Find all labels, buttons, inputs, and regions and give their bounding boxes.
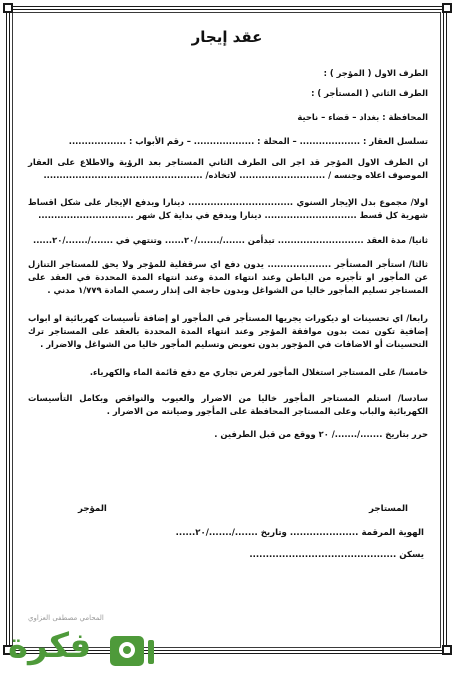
document-title: عقد إيجار	[191, 28, 263, 46]
contract-body	[26, 20, 428, 640]
residence-line: يسكن .............................................	[249, 550, 424, 560]
clause-third: ثالثا/ استأجر المستأجر .................... يدون دفع اي سرقفلية للمؤجر ولا يحق للمستاجر التنازل عن المأجور او تأجيره من الباطن وعند انتهاء المدة وعند انتهاء المدة المحددة في العقد على المستاجر تسليم المأجور خاليا من الشواغل وبدون حاجة الى إنذار رسمي المادة ١/٧٧٩ مدني .	[28, 259, 428, 295]
id-number-line: الهوية المرقمة ..................... وتاريخ ......./......./٢٠......	[175, 528, 424, 538]
frame-corner-ornament	[3, 3, 13, 13]
tenant-signature-label: المستاجر	[369, 504, 408, 514]
province-line: المحافظة : بغداد – قضاء – ناحية	[297, 112, 428, 122]
first-party-line: الطرف الاول ( المؤجر ) :	[323, 68, 428, 78]
property-line: تسلسل العقار : ................... – المحلة : ................... – رقم الأبواب : ..................	[68, 136, 428, 146]
second-party-line: الطرف الثاني ( المستأجر ) :	[311, 88, 428, 98]
clause-first: اولا/ مجموع بدل الإيجار السنوي ................................. دينارا ويدفع الإيجار على شكل اقساط شهرية كل قسط ............................. دينارا ويدفع في بداية كل شهر ..............................	[28, 197, 428, 220]
landlord-signature-label: المؤجر	[78, 504, 107, 514]
intro-paragraph: ان الطرف الاول المؤجر قد اجر الى الطرف الثاني المستاجر بعد الرؤية والاطلاع على العقار الموصوف اعلاه وجنسه / ........................... لاتخاذه/ ..................................................	[28, 157, 428, 180]
watermark-lawyer-name: المحامي مصطفى العزاوي	[28, 614, 104, 622]
frame-corner-ornament	[442, 645, 452, 655]
dated-line: حرر بتاريخ ......./......./ ٢٠ ووقع من قبل الطرفين .	[214, 429, 428, 439]
clause-second: ثانيا/ مدة العقد ........................... تبدأمن ......./......./٢٠...... وتنتهي في ......./......./٢٠......	[33, 235, 428, 245]
clause-fourth: رابعا/ اي تحسينات او ديكورات يجريها المستأجر في المأجور او إضافة تأسيسات كهربائية او ابواب إضافية تكون تمت بدون موافقة المؤجر وعند انتهاء المدة المحددة بالعقد على المستاجر ترك التحسينات أو الاضافات في المؤجور بدون تعويض وتسليم المأجور خاليا من الشواغل والاضرار .	[28, 313, 428, 349]
frame-corner-ornament	[442, 3, 452, 13]
clause-fifth: خامسا/ على المستاجر استغلال المأجور لغرض تجاري مع دفع قائمة الماء والكهرباء.	[89, 367, 428, 377]
logo-text: فكرة	[8, 626, 92, 666]
clause-sixth: سادسا/ استلم المستاجر المأجور خاليا من الاضرار والعيوب والنواقص وبكامل التأسيسات الكهربائية والباب وعلى المستاجر المحافظة على المأجور وصيانته من الاضرار .	[28, 393, 428, 416]
